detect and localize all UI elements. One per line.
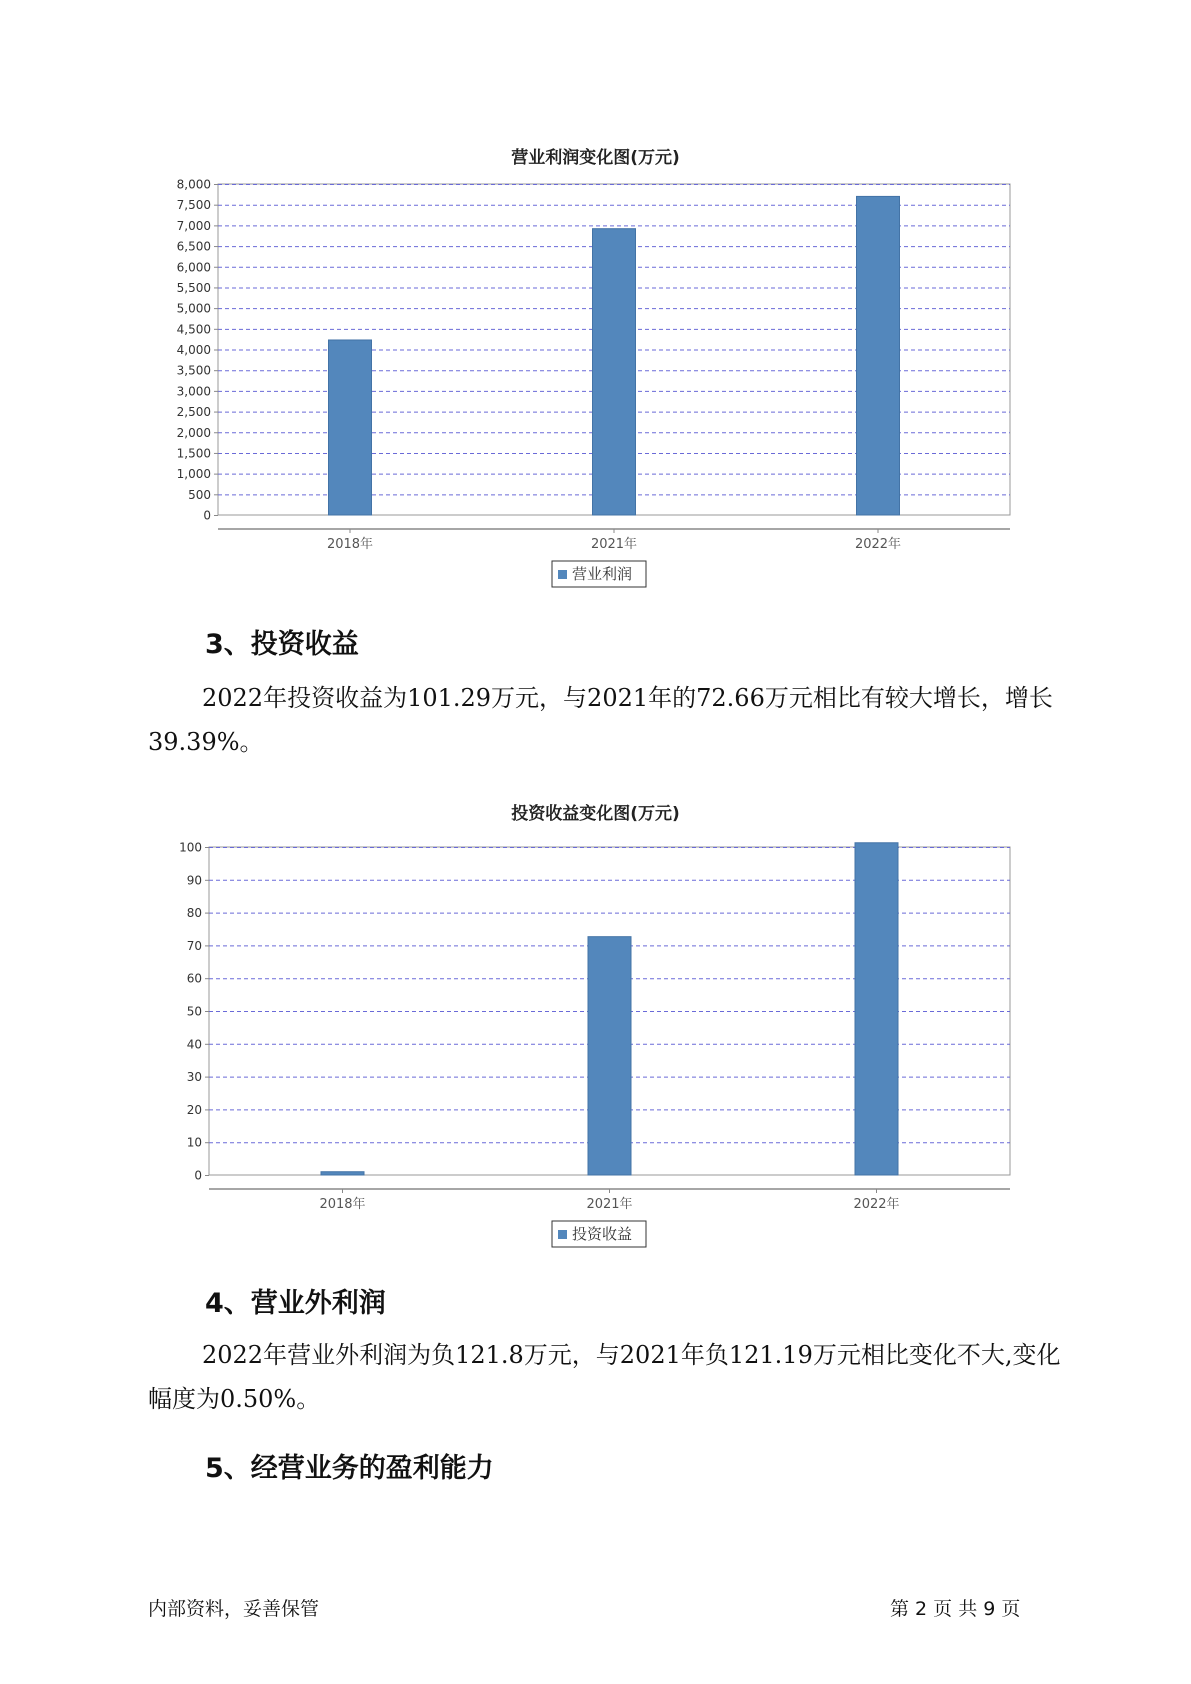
y-tick-label: 80 xyxy=(186,906,202,921)
section-heading-profitability: 5、经营业务的盈利能力 xyxy=(205,1453,494,1484)
y-tick-label: 3,000 xyxy=(176,384,211,399)
x-tick-label: 2022年 xyxy=(853,1197,900,1212)
x-tick-label: 2021年 xyxy=(590,537,638,552)
legend xyxy=(552,561,646,587)
y-tick-label: 5,000 xyxy=(176,301,211,316)
section-text-investment: 2022年投资收益为101.29万元，与2021年的72.66万元相比有较大增长，增长39.39%。 xyxy=(148,684,1053,756)
x-tick-label: 2018年 xyxy=(319,1197,366,1212)
y-tick-label: 4,000 xyxy=(176,343,211,357)
y-tick-label: 90 xyxy=(186,873,202,888)
x-tick-label: 2022年 xyxy=(854,537,902,552)
bar-2018年 xyxy=(321,1172,364,1175)
y-tick-label: 30 xyxy=(186,1070,202,1085)
y-tick-label: 3,500 xyxy=(176,363,211,378)
bar-2021年 xyxy=(588,937,631,1175)
x-tick-label: 2018年 xyxy=(326,537,374,552)
bar-2021年 xyxy=(593,229,636,515)
y-tick-label: 1,500 xyxy=(176,446,211,461)
y-tick-label: 50 xyxy=(186,1004,202,1019)
legend-label: 投资收益 xyxy=(572,1225,633,1243)
bar-2018年 xyxy=(329,340,372,515)
x-tick-label: 2021年 xyxy=(586,1197,633,1212)
section-text-non-operating: 2022年营业外利润为负121.8万元，与2021年负121.19万元相比变化不大,变化幅度为0.50%。 xyxy=(148,1341,1061,1413)
y-tick-label: 0 xyxy=(194,1168,202,1183)
legend-label: 营业利润 xyxy=(572,565,633,583)
bar-2022年 xyxy=(857,196,900,515)
y-tick-label: 4,500 xyxy=(176,322,211,337)
footer-confidential-note: 内部资料，妥善保管 xyxy=(148,1598,320,1620)
operating-profit-chart xyxy=(0,160,1191,600)
legend-swatch xyxy=(558,570,567,579)
y-tick-label: 7,500 xyxy=(176,198,211,213)
chart-title-operating-profit: 营业利润变化图(万元) xyxy=(511,148,680,168)
section-heading-investment: 3、投资收益 xyxy=(205,629,359,660)
y-tick-label: 2,000 xyxy=(176,425,211,440)
legend-swatch xyxy=(558,1230,567,1239)
y-tick-label: 70 xyxy=(186,938,202,953)
investment-income-chart xyxy=(0,820,1191,1260)
y-tick-label: 0 xyxy=(203,508,211,523)
bar-2022年 xyxy=(855,843,898,1175)
y-tick-label: 1,000 xyxy=(176,467,211,482)
y-tick-label: 40 xyxy=(186,1037,202,1052)
y-tick-label: 100 xyxy=(179,840,202,855)
section-heading-non-operating: 4、营业外利润 xyxy=(205,1288,386,1319)
y-tick-label: 6,000 xyxy=(176,260,211,275)
y-tick-label: 10 xyxy=(186,1135,202,1150)
y-tick-label: 20 xyxy=(186,1102,202,1117)
y-tick-label: 8,000 xyxy=(176,177,211,192)
y-tick-label: 7,000 xyxy=(176,218,211,233)
footer-page-number: 第 2 页 共 9 页 xyxy=(890,1598,1021,1620)
y-tick-label: 5,500 xyxy=(176,280,211,295)
legend xyxy=(552,1221,646,1247)
y-tick-label: 2,500 xyxy=(176,405,211,420)
y-tick-label: 6,500 xyxy=(176,239,211,254)
y-tick-label: 500 xyxy=(188,487,211,502)
chart-title-investment-income: 投资收益变化图(万元) xyxy=(511,804,680,824)
y-tick-label: 60 xyxy=(186,971,202,986)
